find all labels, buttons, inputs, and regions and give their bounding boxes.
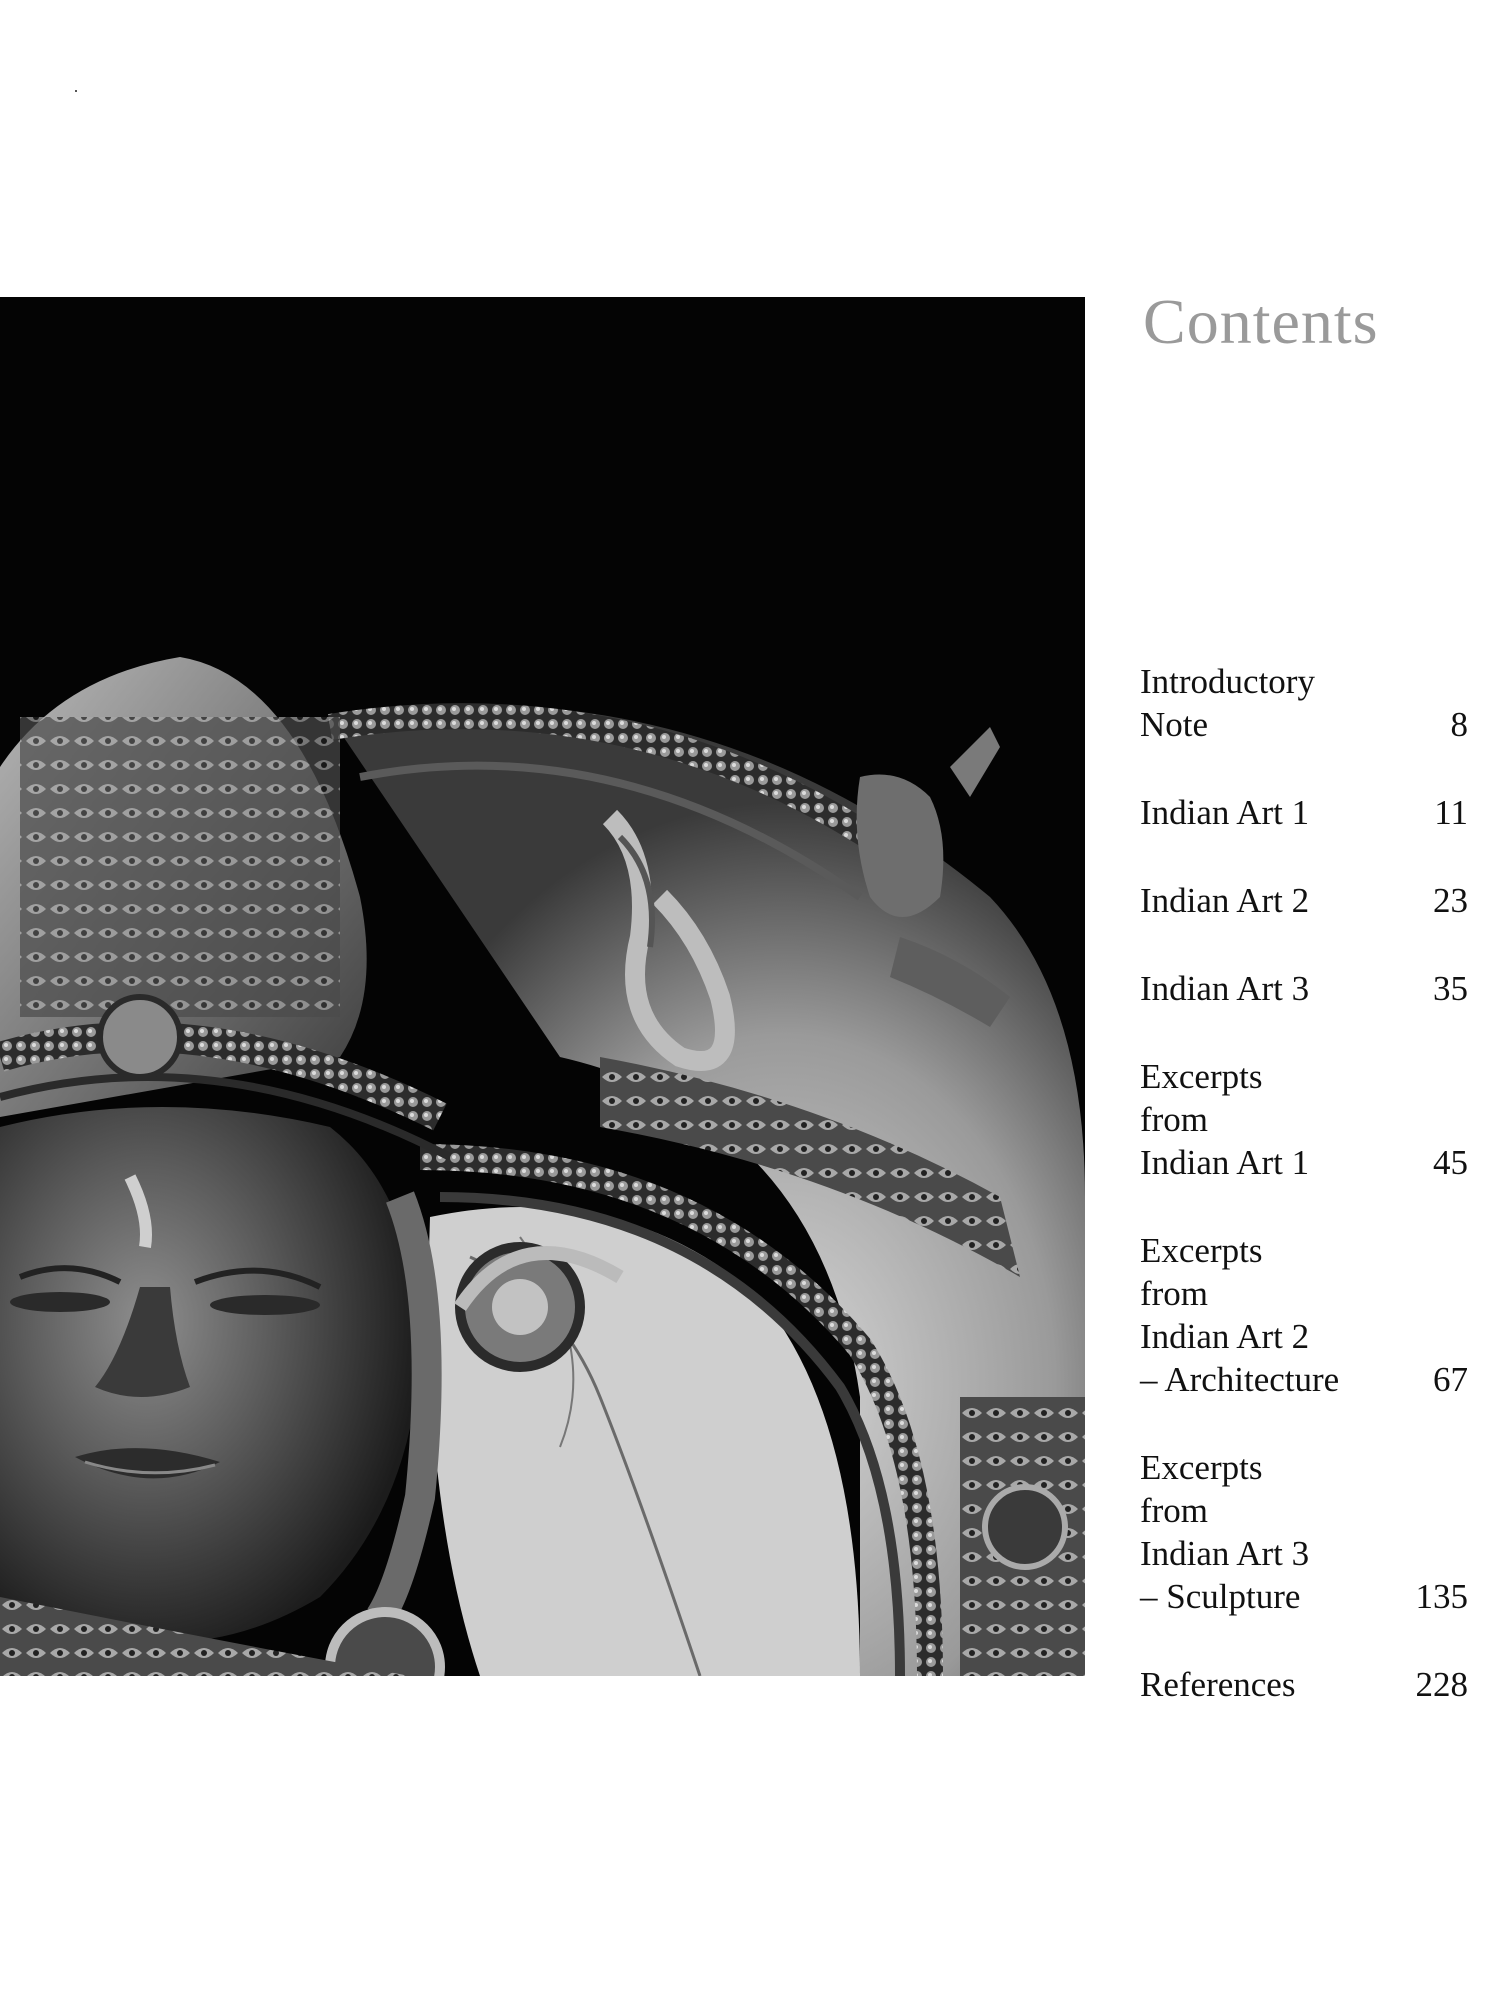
toc-entry-title xyxy=(1140,1055,1309,1184)
toc-entry-page-number: 135 xyxy=(1415,1577,1468,1616)
toc-entry-page-number: 11 xyxy=(1434,793,1468,832)
toc-entry-title xyxy=(1140,967,1309,1010)
toc-entry-title-line: Excerpts xyxy=(1140,1057,1263,1096)
toc-entry-page-number: 8 xyxy=(1450,705,1468,744)
toc-entry-title-line: – Architecture xyxy=(1140,1360,1340,1399)
toc-entry xyxy=(1140,1663,1470,1706)
toc-entry-title-line: Indian Art 3 xyxy=(1140,1534,1310,1573)
toc-entry-title-line: Indian Art 2 xyxy=(1140,881,1310,920)
toc-entry-title-line: from xyxy=(1140,1491,1209,1530)
toc-entry-title-line: Excerpts xyxy=(1140,1448,1263,1487)
scan-speck xyxy=(75,90,77,92)
table-of-contents xyxy=(1140,660,1470,1706)
toc-entry-title xyxy=(1140,1229,1339,1401)
toc-entry-title-line: Excerpts xyxy=(1140,1231,1263,1270)
toc-entry-title-line: Indian Art 1 xyxy=(1140,793,1310,832)
toc-entry xyxy=(1140,791,1470,834)
toc-entry xyxy=(1140,1055,1470,1184)
sculpture-photograph xyxy=(0,297,1085,1676)
toc-entry xyxy=(1140,660,1470,746)
toc-entry-title-line: Indian Art 3 xyxy=(1140,969,1310,1008)
toc-entry-title-line: Note xyxy=(1140,705,1209,744)
toc-entry xyxy=(1140,879,1470,922)
toc-entry-title xyxy=(1140,660,1315,746)
toc-entry-page-number: 228 xyxy=(1415,1665,1468,1704)
toc-entry-title-line: – Sculpture xyxy=(1140,1577,1301,1616)
page-title: Contents xyxy=(1143,286,1379,357)
toc-entry xyxy=(1140,1446,1470,1618)
toc-entry-title xyxy=(1140,1446,1309,1618)
toc-entry-title-line: Introductory xyxy=(1140,662,1315,701)
toc-entry-title xyxy=(1140,791,1309,834)
toc-entry xyxy=(1140,967,1470,1010)
toc-entry-title-line: Indian Art 1 xyxy=(1140,1143,1310,1182)
toc-entry-page-number: 35 xyxy=(1433,969,1468,1008)
toc-entry-title-line: from xyxy=(1140,1274,1209,1313)
toc-entry-title-line: References xyxy=(1140,1665,1296,1704)
toc-entry-page-number: 23 xyxy=(1433,881,1468,920)
toc-entry-page-number: 67 xyxy=(1433,1360,1468,1399)
toc-entry-title-line: Indian Art 2 xyxy=(1140,1317,1310,1356)
toc-entry xyxy=(1140,1229,1470,1401)
stone-deity-sculpture-image xyxy=(0,297,1085,1676)
toc-entry-title xyxy=(1140,1663,1295,1706)
toc-entry-page-number: 45 xyxy=(1433,1143,1468,1182)
toc-entry-title-line: from xyxy=(1140,1100,1209,1139)
toc-entry-title xyxy=(1140,879,1309,922)
